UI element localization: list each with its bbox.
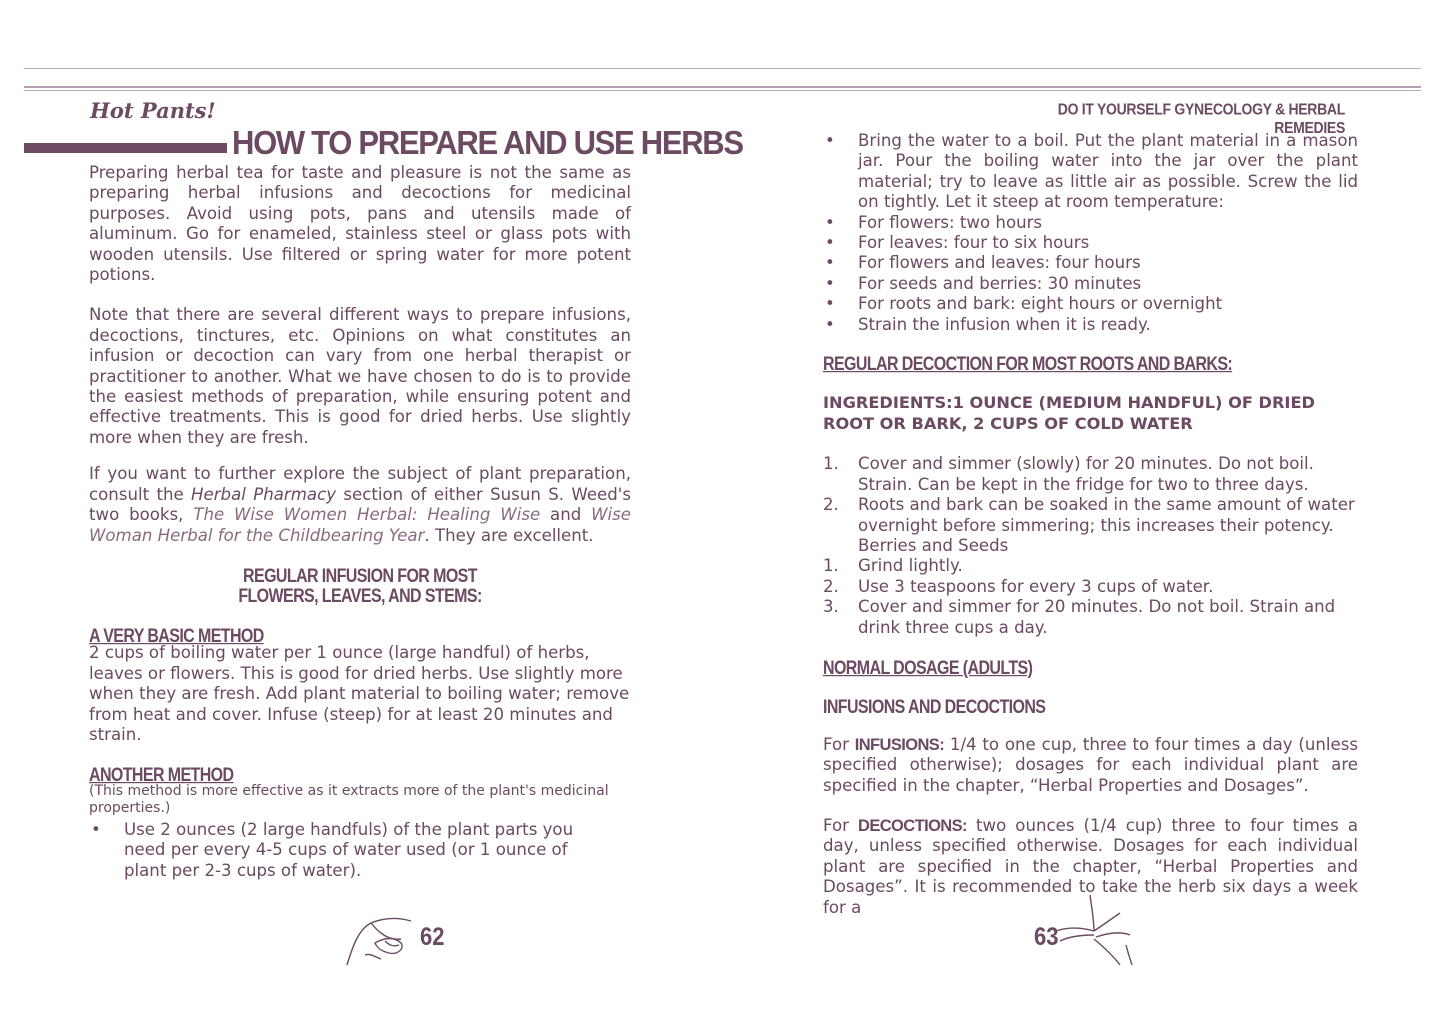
decoction-steps-list (823, 454, 1358, 536)
decoctions-dosage-paragraph: For DECOCTIONS: two ounces (1/4 cup) three to four times a day, unless specified otherwise. Dosages for each individual plant are specified in the chapter, “Herbal Properties and Dosages”. It is recommended to take the herb six days a week for a (823, 815, 1359, 917)
list-item: • For seeds and berries: 30 minutes (825, 273, 1142, 293)
header-rule-thick (24, 86, 1421, 88)
brand-title: Hot Pants! (90, 98, 216, 123)
list-item: • Use 2 ounces (2 large handfuls) of the plant parts you need per every 4-5 cups of water used (or 1 ounce of plant per 2-3 cups of water). (91, 819, 574, 880)
list-item: • For roots and bark: eight hours or overnight (825, 294, 1223, 314)
header-rule-thin (24, 90, 1421, 91)
infusion-steps-list (823, 131, 1358, 335)
basic-method-text: 2 cups of boiling water per 1 ounce (large handful) of herbs, leaves or flowers. This is good for dried herbs. Use slightly more when they are fresh. Add plant material to boiling water; remove from heat and cover. Infuse (steep) for at least 20 minutes and strain. (89, 643, 630, 744)
list-item: 2. Roots and bark can be soaked in the same amount of water overnight before simmering; this increases their potency. (823, 495, 1355, 535)
another-method-note: (This method is more effective as it extracts more of the plant's medicinal properties.) (89, 782, 609, 817)
another-method-heading: ANOTHER METHOD (89, 765, 234, 786)
right-page-column (823, 131, 1358, 918)
berries-steps-list (823, 556, 1358, 638)
infusions-decoctions-heading: INFUSIONS AND DECOCTIONS (823, 697, 1046, 718)
infusion-heading: REGULAR INFUSION FOR MOST FLOWERS, LEAVES, AND STEMS: (238, 566, 482, 607)
basic-method-heading: A VERY BASIC METHOD (89, 626, 264, 647)
intro-paragraph: Preparing herbal tea for taste and pleasure is not the same as preparing herbal infusions and decoctions for medicinal purposes. Avoid using pots, pans and utensils made of aluminum. Go for enameled, stainless steel or glass pots with wooden utensils. Use filtered or spring water for more potent potions. (89, 163, 631, 285)
title-bar-decoration (24, 143, 227, 153)
ingredients-text: INGREDIENTS:1 OUNCE (MEDIUM HANDFUL) OF DRIED ROOT OR BARK, 2 CUPS OF COLD WATER (823, 393, 1315, 433)
list-item: • For flowers: two hours (825, 212, 1043, 232)
another-method-list (89, 820, 631, 881)
list-item: • Bring the water to a boil. Put the plant material in a mason jar. Pour the boiling water into the jar over the plant material; try to leave as little air as possible. Screw the lid on tightly. Let it steep at room temperature: (825, 131, 1358, 212)
list-item: 3. Cover and simmer for 20 minutes. Do not boil. Strain and drink three cups a day. (823, 597, 1336, 637)
hand-illustration-icon (1050, 895, 1135, 971)
dosage-heading: NORMAL DOSAGE (ADULTS) (823, 658, 1033, 679)
methods-paragraph: Note that there are several different ways to prepare infusions, decoctions, tinctures, etc. Opinions on what constitutes an infusion or decoction can vary from one herbal therapist or practitioner to another. What we have chosen to do is to provide the easiest methods of preparation, while ensuring potent and effective treatments. This is good for dried herbs. Use slightly more when they are fresh. (89, 305, 631, 447)
list-item: • For flowers and leaves: four hours (825, 253, 1141, 273)
list-item: 1. Grind lightly. (823, 556, 963, 576)
list-item: 2. Use 3 teaspoons for every 3 cups of water. (823, 576, 1214, 596)
running-head: DO IT YOURSELF GYNECOLOGY & HERBAL REMEDIES (1057, 99, 1345, 137)
infusions-dosage-paragraph: For INFUSIONS: 1/4 to one cup, three to four times a day (unless specified otherwise); dosages for each individual plant are specified in the chapter, “Herbal Properties and Dosages”. (823, 734, 1359, 795)
page-number-left: 62 (420, 922, 445, 951)
left-page-column (89, 163, 631, 881)
page-number-right: 63 (1034, 922, 1059, 951)
berries-label: Berries and Seeds (858, 535, 1009, 555)
further-reading-paragraph: If you want to further explore the subject of plant preparation, consult the Herbal Pharmacy section of either Susun S. Weed's two books, The Wise Women Herbal: Healing Wise and Wise Woman Herbal for the Childbearing Year. They are excellent. (89, 464, 631, 545)
top-rule (24, 68, 1421, 69)
list-item: • For leaves: four to six hours (825, 233, 1090, 253)
decoction-heading: REGULAR DECOCTION FOR MOST ROOTS AND BARKS: (823, 354, 1233, 375)
hand-illustration-icon (345, 915, 415, 971)
page-title: HOW TO PREPARE AND USE HERBS (232, 124, 743, 162)
list-item: • Strain the infusion when it is ready. (825, 314, 1151, 334)
list-item: 1. Cover and simmer (slowly) for 20 minutes. Do not boil. Strain. Can be kept in the fridge for two to three days. (823, 454, 1314, 494)
